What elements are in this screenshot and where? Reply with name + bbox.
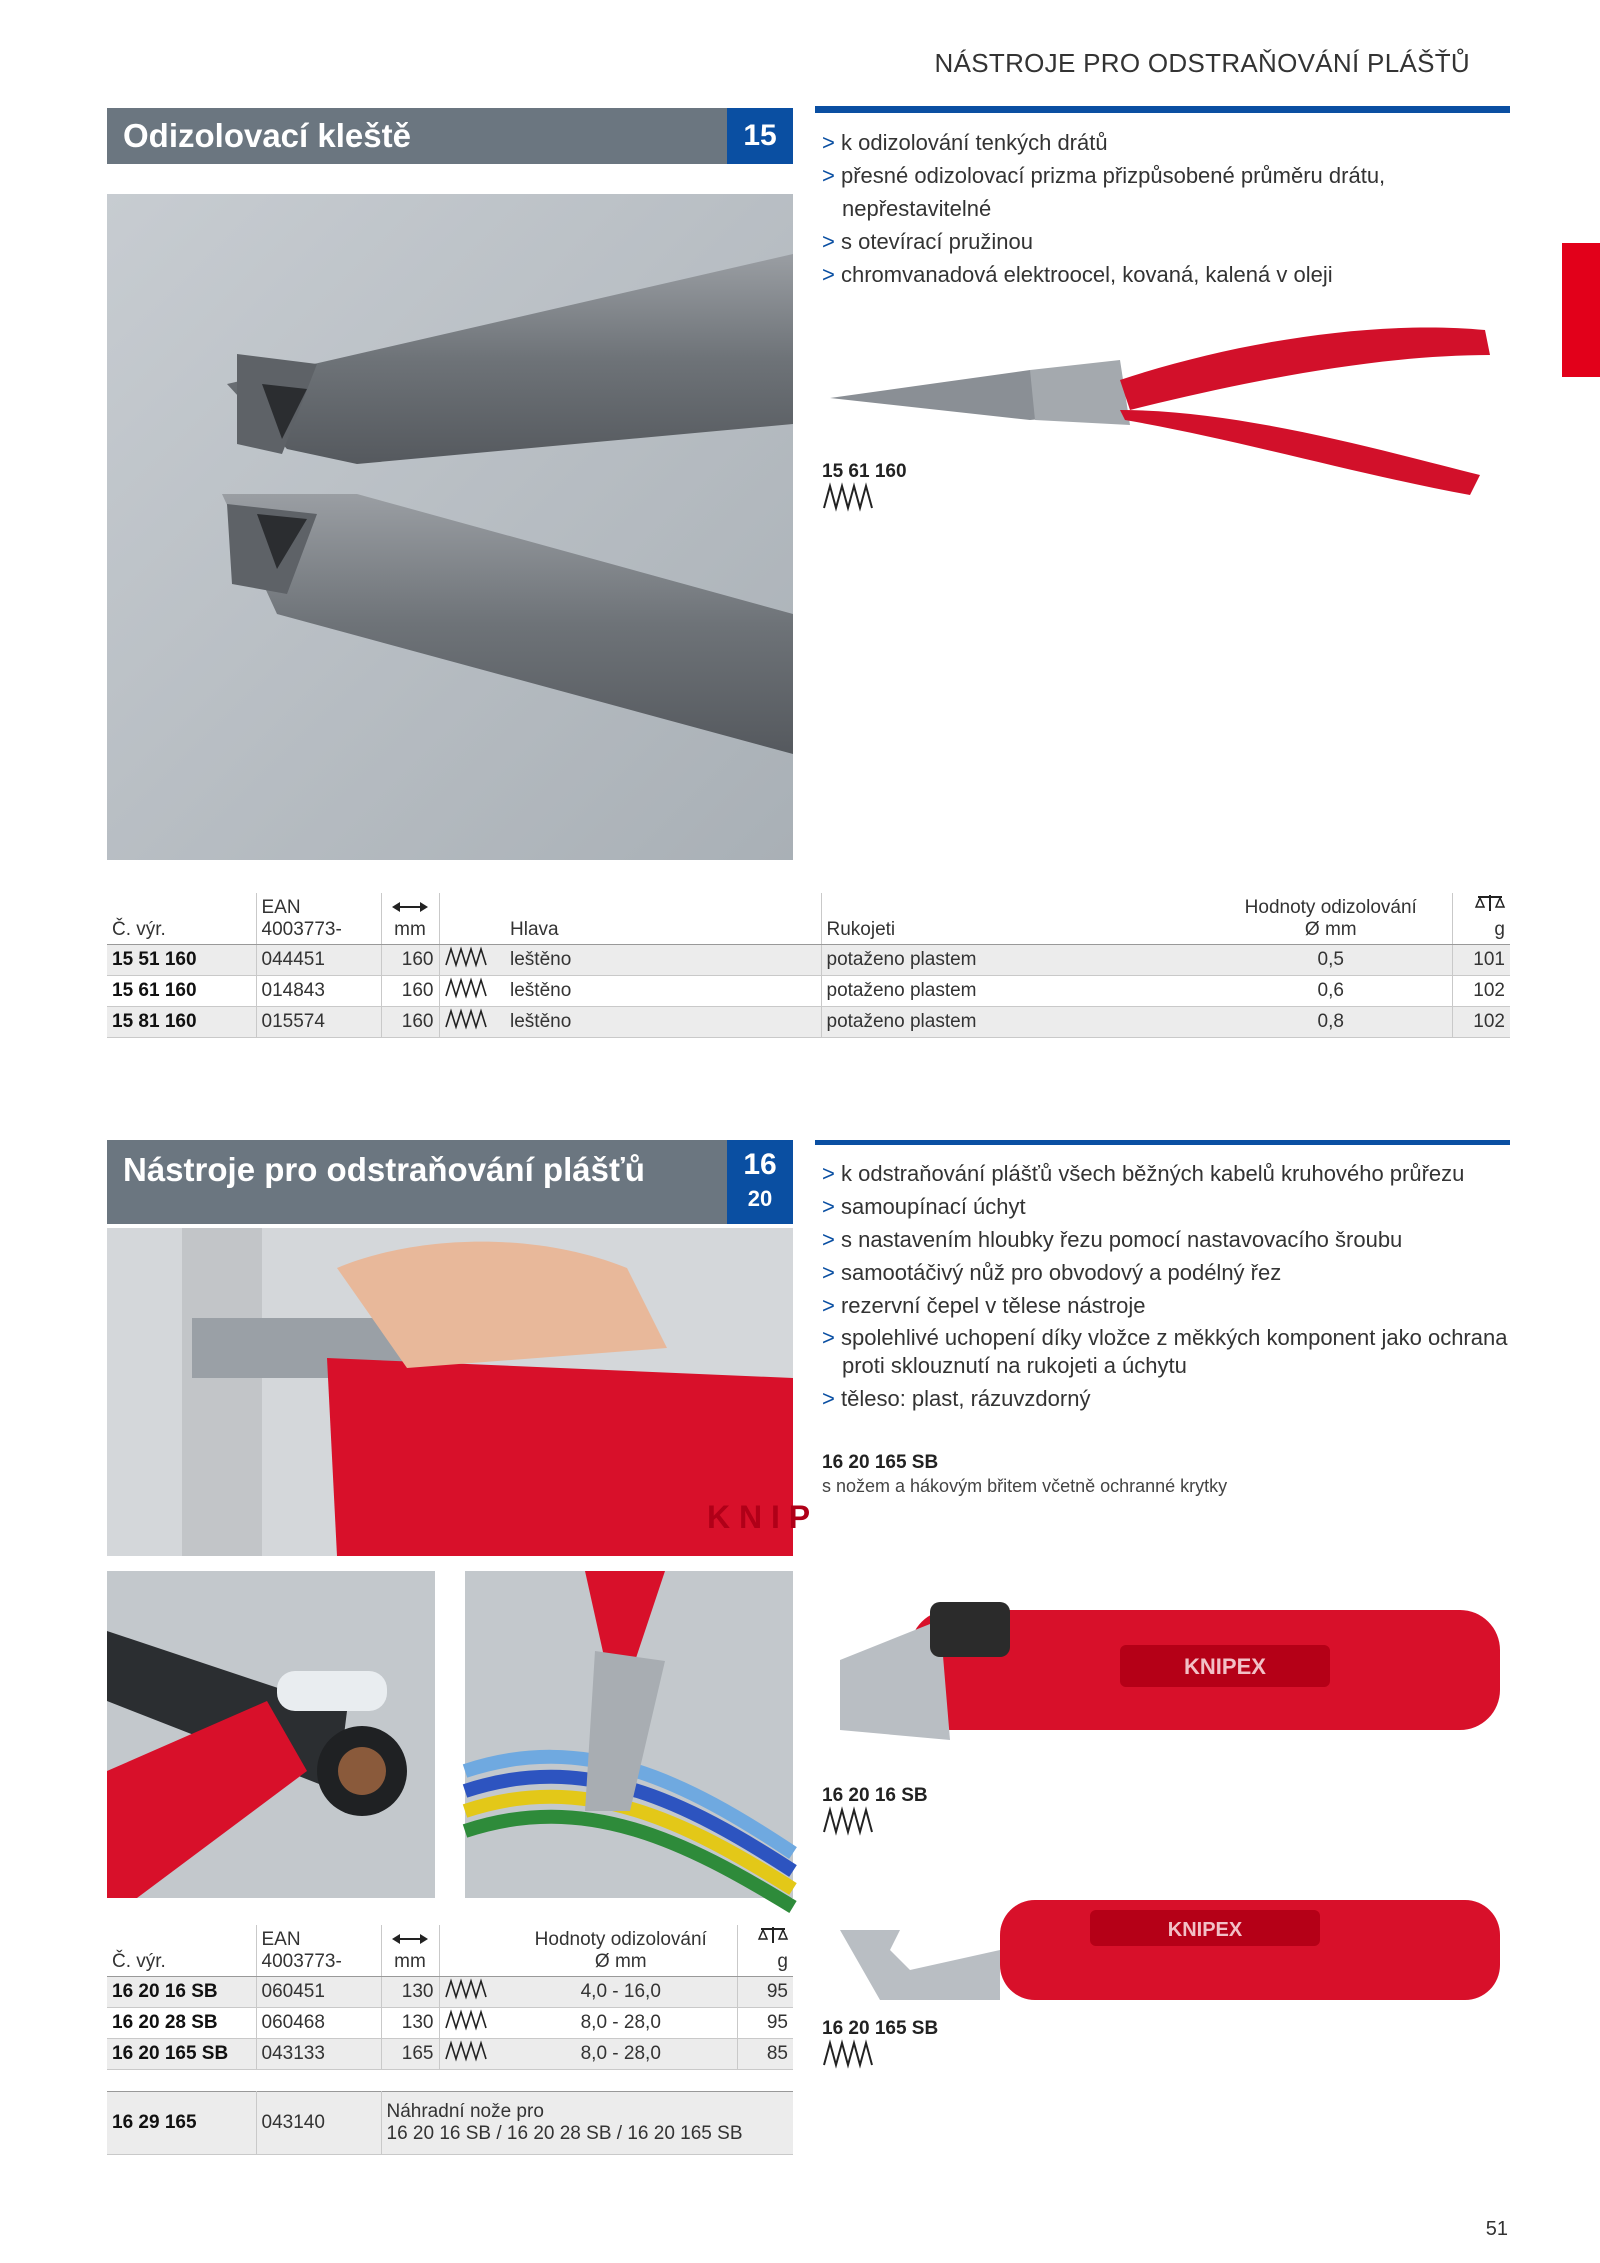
feature-item: > s nastavením hloubky řezu pomocí nastavovacího šroubu [822,1227,1403,1252]
col-weight: g [737,1925,793,1977]
product-code: 16 20 165 SB [822,2018,939,2039]
length-arrows-icon [392,1933,428,1945]
feature-item: > přesné odizolovací prizma přizpůsobené průměru drátu, nepřestavitelné [822,163,1386,221]
running-head: NÁSTROJE PRO ODSTRAŇOVÁNÍ PLÁŠŤŮ [934,48,1470,78]
feature-product-code: 16 20 165 SB [822,1452,939,1473]
col-ean: EAN 4003773- [256,1925,381,1977]
section2-number [727,1140,793,1224]
header-rule [815,106,1510,113]
length-arrows-icon [392,901,428,913]
table-row: 16 20 28 SB 060468 130 8,0 - 28,0 95 [107,2008,793,2039]
serrated-jaw-icon [445,1980,489,1998]
brand-logo: KNIPEX [1167,1919,1243,1941]
serrated-jaw-icon [445,948,489,966]
section2-spec-table [107,1925,793,2070]
feature-item: > samoupínací úchyt [822,1194,1026,1219]
col-handle: Rukojeti [821,893,1210,945]
feature-item: > s otevírací pružinou [822,229,1033,254]
serrated-jaw-icon [445,1010,489,1028]
spare-blade-table [107,2091,793,2155]
feature-item: > k odstraňování plášťů všech běžných kabelů kruhového průřezu [822,1161,1465,1186]
feature-item: > chromvanadová elektroocel, kovaná, kalená v oleji [822,262,1333,287]
plier-product-image [820,300,1520,490]
brand-logo: K N I P [707,1499,811,1535]
chapter-tab [1562,243,1600,377]
col-icon [439,1925,505,1977]
feature-item: > těleso: plast, rázuvzdorný [822,1386,1091,1411]
stripper-16-product-image [820,1580,1520,1770]
section2-rule [815,1140,1510,1145]
section2-number-sub: 20 [747,1186,773,1211]
col-length: mm [381,893,439,945]
table-row: 16 29 165 043140 Náhradní nože pro 16 20 16 SB / 16 20 28 SB / 16 20 165 SB [107,2092,793,2155]
table-row: 15 51 160 044451 160 leštěno potaženo plastem 0,5 101 [107,945,1510,976]
feature-product-note: s nožem a hákovým břitem včetně ochranné krytky [822,1476,1228,1496]
feature-item: > rezervní čepel v tělese nástroje [822,1293,1146,1318]
section2-number-main: 16 [743,1148,777,1181]
col-code: Č. výr. [107,893,256,945]
feature-item: > k odizolování tenkých drátů [822,130,1108,155]
section1-number: 15 [727,108,793,164]
serrated-jaw-icon [445,2011,489,2029]
col-values: Hodnoty odizolování Ø mm [1210,893,1452,945]
col-icon [439,893,505,945]
page-number: 51 [1485,2218,1508,2240]
serrated-jaw-icon [822,1808,874,1839]
col-code: Č. výr. [107,1925,256,1977]
plier-tip-photo [107,194,793,860]
serrated-jaw-icon [445,2042,489,2060]
col-values: Hodnoty odizolování Ø mm [505,1925,737,1977]
section2-title: Nástroje pro odstraňování plášťů [107,1140,727,1224]
brand-logo: KNIPEX [1184,1654,1266,1679]
serrated-jaw-icon [822,484,874,515]
wires-strip-photo [465,1571,793,1898]
feature-item: > spolehlivé uchopení díky vložce z měkkých komponent jako ochrana proti sklouznutí na rukojeti a úchytu [822,1325,1508,1378]
section1-spec-table [107,893,1510,1038]
col-head: Hlava [505,893,821,945]
col-length: mm [381,1925,439,1977]
scale-icon [758,1925,788,1945]
stripper-165-product-image [820,1890,1520,2020]
table-row: 15 81 160 015574 160 leštěno potaženo plastem 0,8 102 [107,1007,1510,1038]
round-cable-photo [107,1571,435,1898]
stripper-in-hand-photo [107,1228,811,1556]
feature-item: > samootáčivý nůž pro obvodový a podélný řez [822,1260,1282,1285]
section1-title: Odizolovací kleště [107,108,727,164]
scale-icon [1475,893,1505,913]
table-row: 15 61 160 014843 160 leštěno potaženo plastem 0,6 102 [107,976,1510,1007]
table-row: 16 20 165 SB 043133 165 8,0 - 28,0 85 [107,2039,793,2070]
serrated-jaw-icon [445,979,489,997]
col-weight: g [1452,893,1510,945]
serrated-jaw-icon [822,2041,874,2072]
col-ean: EAN 4003773- [256,893,381,945]
table-row: 16 20 16 SB 060451 130 4,0 - 16,0 95 [107,1977,793,2008]
product-code: 16 20 16 SB [822,1785,928,1806]
section1-features [822,126,1522,291]
product-code: 15 61 160 [822,461,907,482]
section2-features [822,1157,1522,1415]
